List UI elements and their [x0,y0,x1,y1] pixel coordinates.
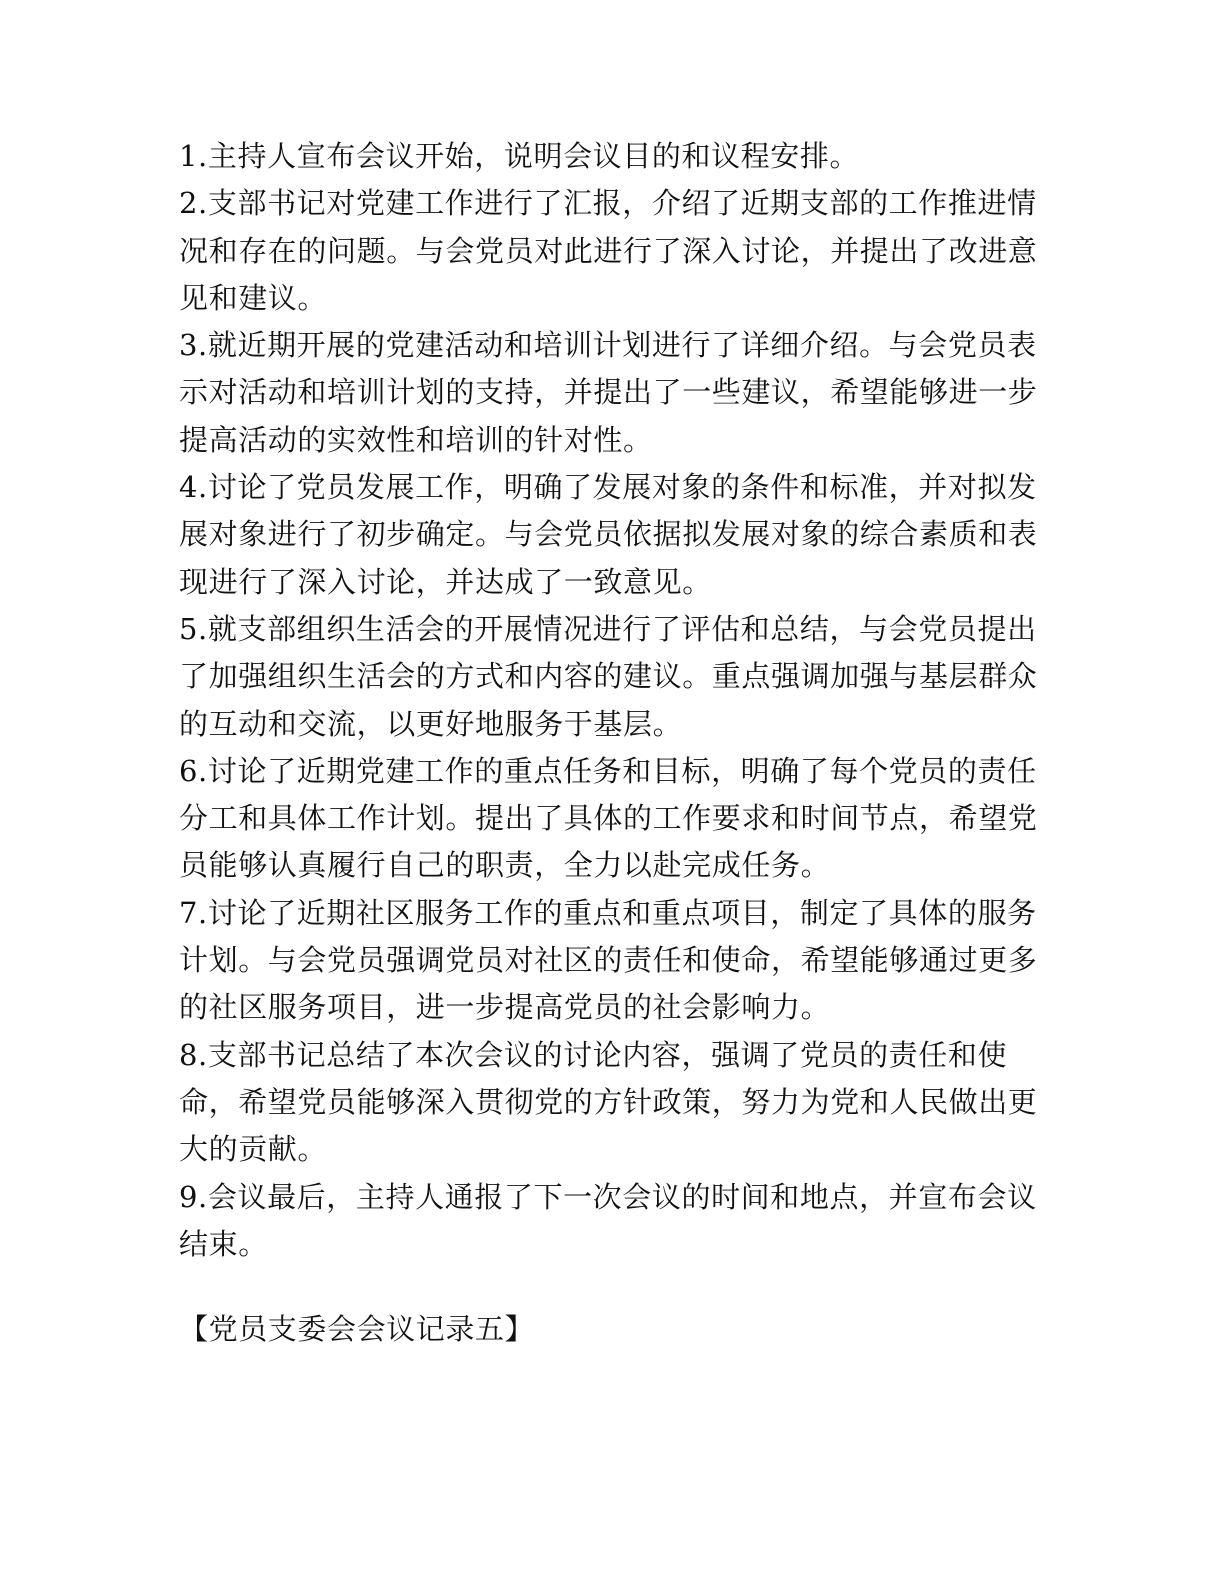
minutes-item-8: 8.支部书记总结了本次会议的讨论内容，强调了党员的责任和使命，希望党员能够深入贯彻党的方针政策，努力为党和人民做出更大的贡献。 [179,1037,1038,1167]
minutes-item-7: 7.讨论了近期社区服务工作的重点和重点项目，制定了具体的服务计划。与会党员强调党员对社区的责任和使命，希望能够通过更多的社区服务项目，进一步提高党员的社会影响力。 [179,895,1038,1025]
section-title: 【党员支委会会议记录五】 [179,1312,535,1346]
minutes-item-2: 2.支部书记对党建工作进行了汇报，介绍了近期支部的工作推进情况和存在的问题。与会党员对此进行了深入讨论，并提出了改进意见和建议。 [179,186,1038,315]
minutes-list [179,133,1049,1268]
minutes-item-1: 1.主持人宣布会议开始，说明会议目的和议程安排。 [179,139,860,173]
minutes-item-3: 3.就近期开展的党建活动和培训计划进行了详细介绍。与会党员表示对活动和培训计划的支持，并提出了一些建议，希望能够进一步提高活动的实效性和培训的针对性。 [179,328,1038,457]
minutes-item-9: 9.会议最后，主持人通报了下一次会议的时间和地点，并宣布会议结束。 [179,1179,1037,1261]
minutes-item-4: 4.讨论了党员发展工作，明确了发展对象的条件和标准，并对拟发展对象进行了初步确定。与会党员依据拟发展对象的综合素质和表现进行了深入讨论，并达成了一致意见。 [179,470,1038,599]
minutes-item-5: 5.就支部组织生活会的开展情况进行了评估和总结，与会党员提出了加强组织生活会的方式和内容的建议。重点强调加强与基层群众的互动和交流，以更好地服务于基层。 [179,611,1038,741]
minutes-item-6: 6.讨论了近期党建工作的重点任务和目标，明确了每个党员的责任分工和具体工作计划。提出了具体的工作要求和时间节点，希望党员能够认真履行自己的职责，全力以赴完成任务。 [179,753,1038,883]
